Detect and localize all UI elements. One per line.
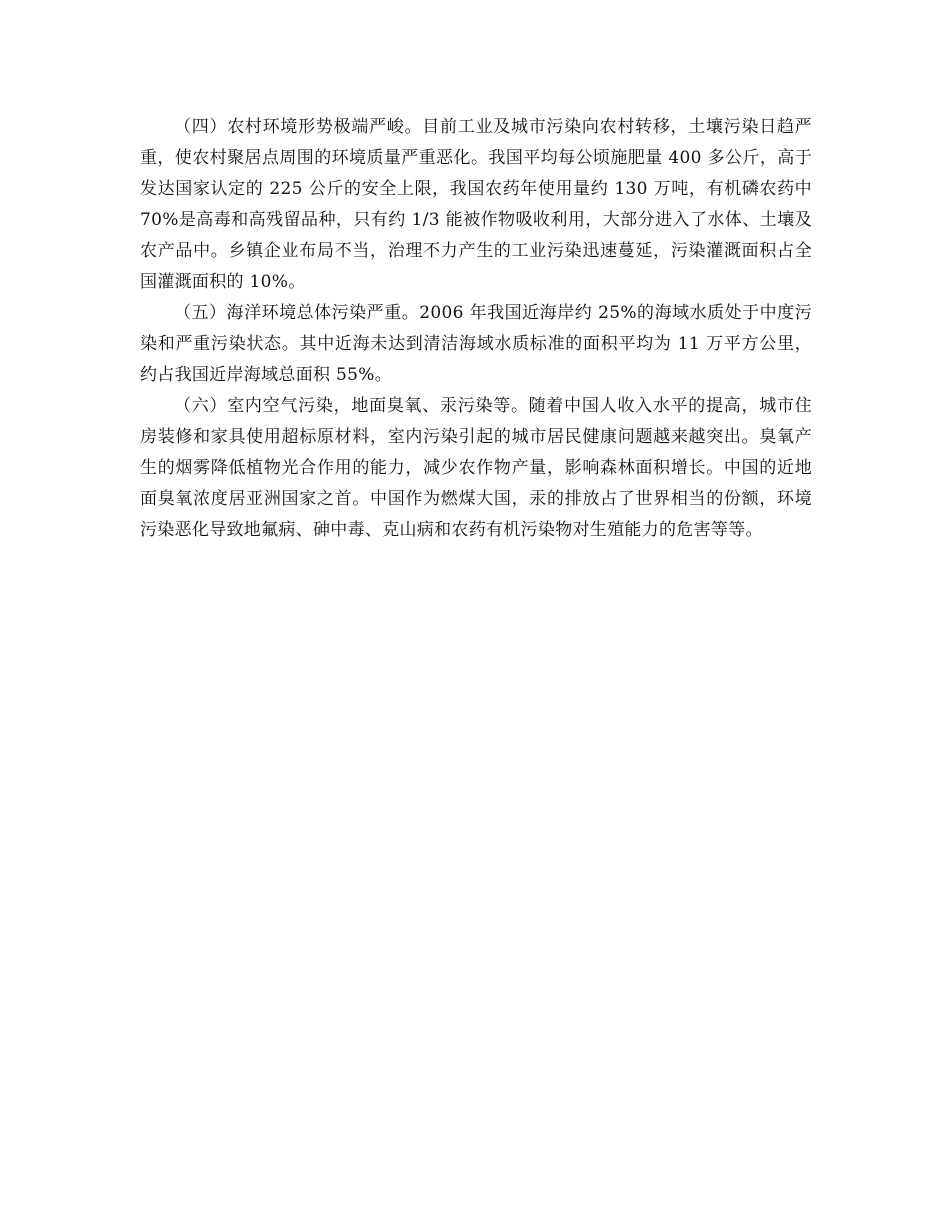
- paragraph-rural-environment: （四）农村环境形势极端严峻。目前工业及城市污染向农村转移，土壤污染日趋严重，使农村聚居点周围的环境质量严重恶化。我国平均每公顷施肥量 400 多公斤，高于发达国家认定的 225 公斤的安全上限，我国农药年使用量约 130 万吨，有机磷农药中 70%是高毒和高残留品种，只有约 1/3 能被作物吸收利用，大部分进入了水体、土壤及农产品中。乡镇企业布局不当，治理不力产生的工业污染迅速蔓延，污染灌溉面积占全国灌溉面积的 10%。: [140, 117, 812, 292]
- document-page: [140, 112, 812, 546]
- paragraph-indoor-air-pollution: （六）室内空气污染，地面臭氧、汞污染等。随着中国人收入水平的提高，城市住房装修和家具使用超标原材料，室内污染引起的城市居民健康问题越来越突出。臭氧产生的烟雾降低植物光合作用的能力，减少农作物产量，影响森林面积增长。中国的近地面臭氧浓度居亚洲国家之首。中国作为燃煤大国，汞的排放占了世界相当的份额，环境污染恶化导致地氟病、砷中毒、克山病和农药有机污染物对生殖能力的危害等等。: [140, 396, 812, 540]
- paragraph-marine-environment: （五）海洋环境总体污染严重。2006 年我国近海岸约 25%的海域水质处于中度污染和严重污染状态。其中近海未达到清洁海域水质标准的面积平均为 11 万平方公里，约占我国近岸海域总面积 55%。: [140, 303, 812, 385]
